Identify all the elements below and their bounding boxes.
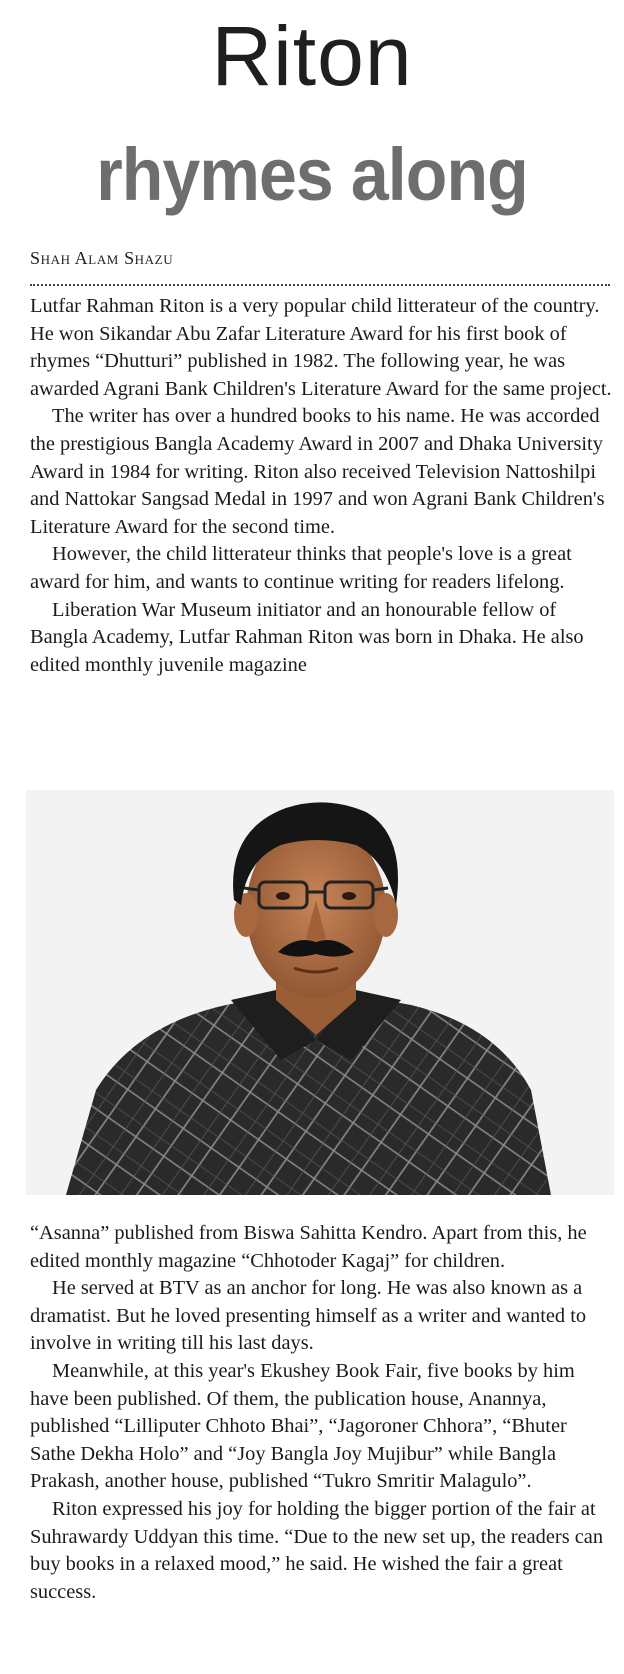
- article-body-bottom: [30, 1220, 614, 1606]
- paragraph: He served at BTV as an anchor for long. He was also known as a dramatist. But he loved presenting himself as a writer and wanted to involve in writing till his last days.: [30, 1277, 587, 1355]
- paragraph: Lutfar Rahman Riton is a very popular child litterateur of the country. He won Sikandar Abu Zafar Literature Award for his first book of rhymes “Dhutturi” published in 1982. The following year, he was awarded Agrani Bank Children's Literature Award for the same project.: [30, 295, 612, 400]
- paragraph: The writer has over a hundred books to his name. He was accorded the prestigious Bangla Academy Award in 2007 and Dhaka University Award in 1984 for writing. Riton also received Television Nattoshilpi and Nattokar Sangsad Medal in 1997 and won Agrani Bank Children's Literature Award for the second time.: [30, 405, 605, 538]
- portrait-photo: [26, 790, 614, 1195]
- dotted-divider: [30, 284, 610, 286]
- article-body-top: [30, 293, 614, 679]
- paragraph: Riton expressed his joy for holding the bigger portion of the fair at Suhrawardy Uddyan this time. “Due to the new set up, the readers can buy books in a relaxed mood,” he said. He wished the fair a great success.: [30, 1497, 604, 1603]
- paragraph: “Asanna” published from Biswa Sahitta Kendro. Apart from this, he edited monthly magazine “Chhotoder Kagaj” for children.: [30, 1222, 587, 1272]
- headline-line-1: Riton: [211, 9, 413, 103]
- portrait-illustration: [26, 790, 614, 1195]
- paragraph: Liberation War Museum initiator and an honourable fellow of Bangla Academy, Lutfar Rahman Riton was born in Dhaka. He also edited monthly juvenile magazine: [30, 598, 584, 676]
- headline-line-2: rhymes along: [96, 133, 528, 216]
- paragraph: Meanwhile, at this year's Ekushey Book Fair, five books by him have been published. Of them, the publication house, Anannya, published “Lilliputer Chhoto Bhai”, “Jagoroner Chhora”, “Bhuter Sathe Dekha Holo” and “Joy Bangla Joy Mujibur” while Bangla Prakash, another house, published “Tukro Smritir Malagulo”.: [30, 1359, 575, 1493]
- byline: Shah Alam Shazu: [30, 248, 174, 268]
- paragraph: However, the child litterateur thinks that people's love is a great award for him, and wants to continue writing for readers lifelong.: [30, 543, 572, 593]
